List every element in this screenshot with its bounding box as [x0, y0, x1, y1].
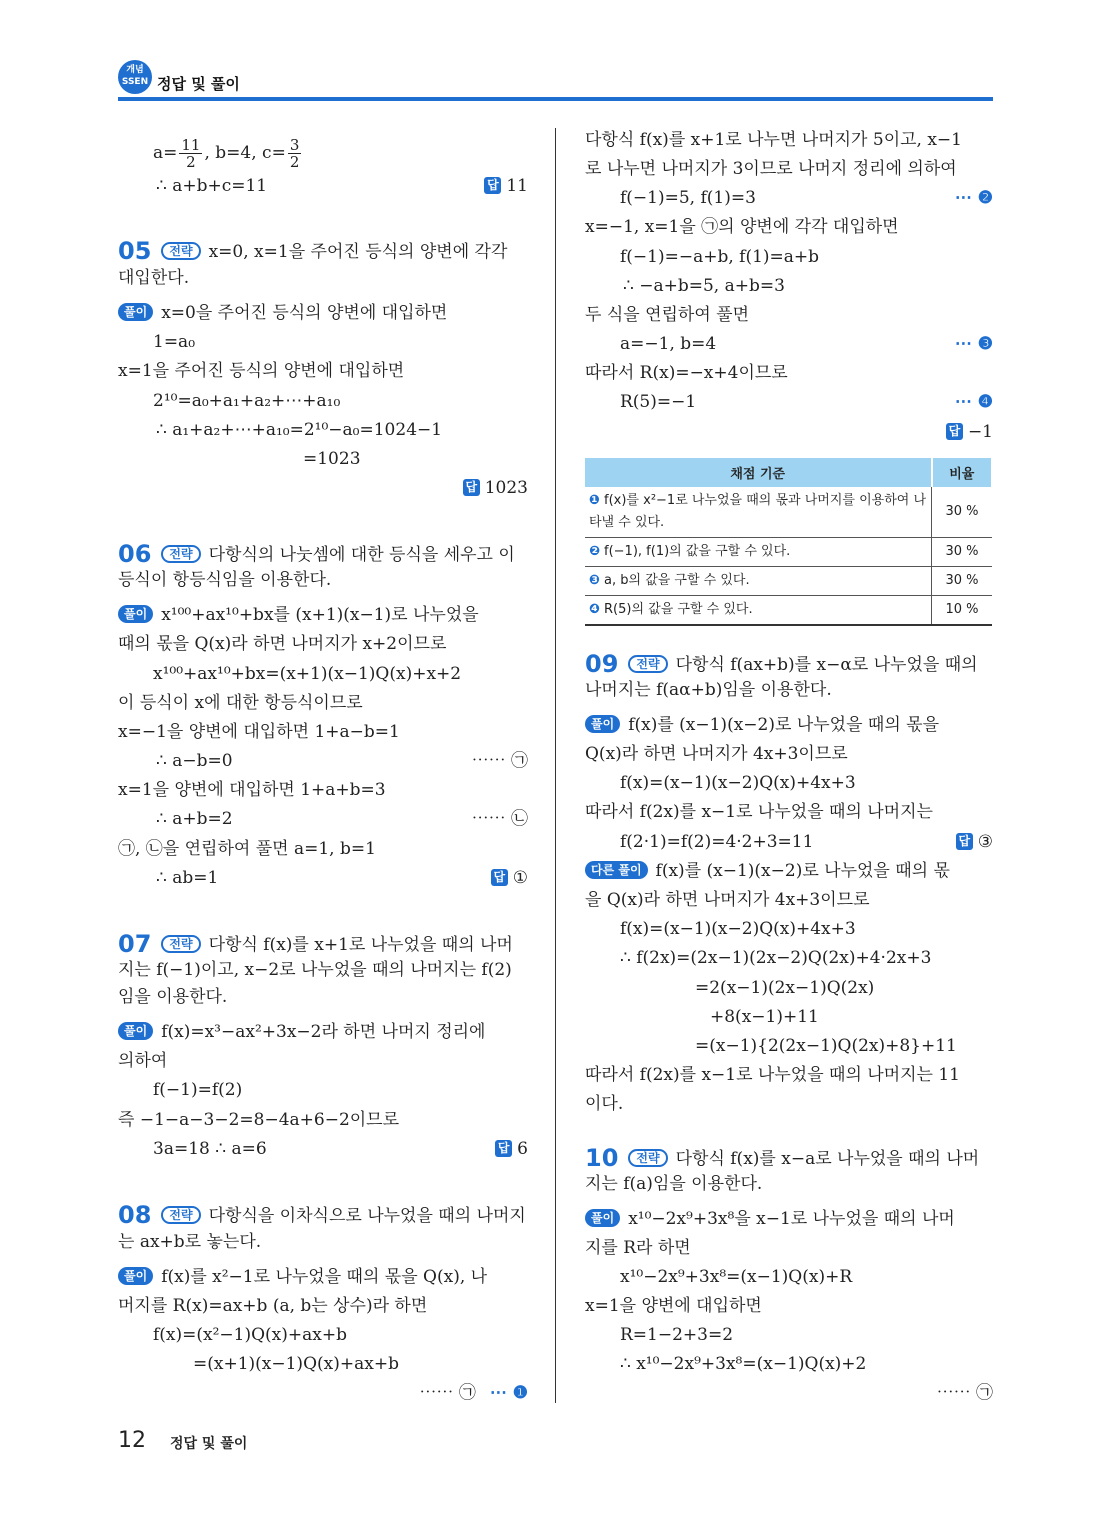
- line-text: 머지를 R(x)=ax+b (a, b는 상수)라 하면: [118, 1296, 428, 1316]
- text-line: [585, 127, 993, 153]
- text-line: [153, 1136, 528, 1162]
- line-annotation: [937, 1380, 993, 1406]
- text-line: [118, 602, 528, 628]
- line-annotation: [419, 1380, 528, 1406]
- line-text: 다항식 f(x)를 x−a로 나누었을 때의 나머: [675, 1149, 980, 1169]
- text-line: [118, 1201, 528, 1227]
- line-text: 다항식을 이차식으로 나누었을 때의 나머지: [208, 1206, 526, 1226]
- line-text: ∴ a₁+a₂+⋯+a₁₀=2¹⁰−a₀=1024−1: [156, 420, 443, 440]
- text-line: [118, 237, 528, 263]
- line-text: =(x−1){2(2x−1)Q(2x)+8}+11: [695, 1036, 957, 1056]
- step-number-icon: ❶: [589, 493, 601, 508]
- text-line: [118, 631, 528, 657]
- ratio-header: 비율: [932, 458, 993, 487]
- line-text: 을 Q(x)라 하면 나머지가 4x+3이므로: [585, 890, 870, 910]
- problem-number: 06: [118, 540, 152, 568]
- text-line: [620, 185, 993, 211]
- step-number-icon: ❸: [589, 573, 601, 588]
- line-annotation: [472, 806, 528, 832]
- step-number-icon: ❷: [589, 544, 601, 559]
- line-text: 임을 이용한다.: [118, 987, 228, 1007]
- criteria-text: [585, 567, 932, 596]
- text-line: [118, 265, 528, 291]
- text-line: [695, 1033, 993, 1059]
- line-text: =(x+1)(x−1)Q(x)+ax+b: [193, 1354, 399, 1374]
- line-text: 즉 −1−a−3−2=8−4a+6−2이므로: [118, 1110, 400, 1130]
- solution-badge: 풀이: [585, 1209, 620, 1227]
- line-text: f(−1)=−a+b, f(1)=a+b: [620, 247, 820, 267]
- text-line: [623, 273, 993, 299]
- solution-badge: 풀이: [585, 715, 620, 733]
- line-annotation: [484, 173, 528, 199]
- text-line: [585, 650, 993, 676]
- text-line: [153, 136, 528, 171]
- line-annotation: [946, 419, 993, 445]
- text-line: [118, 777, 528, 803]
- answer-icon: 답: [463, 479, 480, 496]
- line-text: ∴ f(2x)=(2x−1)(2x−2)Q(2x)+4·2x+3: [620, 948, 932, 968]
- line-text: 다항식 f(ax+b)를 x−α로 나누었을 때의: [675, 655, 978, 675]
- text-line: [118, 1264, 528, 1290]
- text-line: [153, 1322, 528, 1348]
- criteria-row: [585, 487, 992, 538]
- strategy-badge: 전략: [161, 545, 200, 563]
- line-annotation: [956, 829, 993, 855]
- text-line: [620, 770, 993, 796]
- line-text: f(−1)=5, f(1)=3: [620, 188, 756, 208]
- criteria-ratio: 30 %: [932, 487, 993, 538]
- criteria-text: [585, 538, 932, 567]
- line-text: x¹⁰−2x⁹+3x⁸을 x−1로 나누었을 때의 나머: [628, 1209, 955, 1229]
- fraction: [179, 137, 202, 170]
- math-text: , b=4, c=: [204, 143, 286, 163]
- line-text: x=1을 주어진 등식의 양변에 대입하면: [118, 361, 405, 381]
- line-annotation: [941, 331, 993, 357]
- text-line: [118, 1019, 528, 1045]
- text-line: [118, 540, 528, 566]
- equation-marker: ⋯⋯ ㉠: [419, 1383, 476, 1403]
- text-line: [118, 930, 528, 956]
- text-line: [153, 661, 528, 687]
- text-line: [153, 1077, 528, 1103]
- text-line: [585, 419, 993, 445]
- line-text: x=1을 양변에 대입하면 1+a+b=3: [118, 780, 386, 800]
- line-text: 이 등식이 x에 대한 항등식이므로: [118, 693, 363, 713]
- text-line: [118, 358, 528, 384]
- alt-solution-badge: 다른 풀이: [585, 861, 648, 879]
- text-line: [585, 214, 993, 240]
- header-rule: [118, 97, 993, 101]
- text-line: [118, 1380, 528, 1406]
- ssen-logo: 개념 SSEN: [118, 60, 152, 94]
- line-text: 다항식의 나눗셈에 대한 등식을 세우고 이: [208, 545, 515, 565]
- text-line: [585, 1293, 993, 1319]
- scoring-step-marker: ⋯ ❶: [489, 1383, 528, 1403]
- page-number: 12: [118, 1428, 146, 1453]
- line-text: x¹⁰−2x⁹+3x⁸=(x−1)Q(x)+R: [620, 1267, 853, 1287]
- criteria-ratio: 10 %: [932, 596, 993, 626]
- fraction: [288, 137, 302, 170]
- line-text: 따라서 f(2x)를 x−1로 나누었을 때의 나머지는: [585, 802, 933, 822]
- line-text: f(x)=(x²−1)Q(x)+ax+b: [153, 1325, 347, 1345]
- line-text: a=−1, b=4: [620, 334, 717, 354]
- line-text: R=1−2+3=2: [620, 1325, 734, 1345]
- line-text: ∴ a+b=2: [156, 809, 233, 829]
- denominator: 2: [186, 153, 196, 171]
- problem-number: 05: [118, 237, 152, 265]
- text-line: [585, 741, 993, 767]
- text-line: [118, 300, 528, 326]
- line-text: 다항식 f(x)를 x+1로 나누면 나머지가 5이고, x−1: [585, 130, 962, 150]
- line-text: f(x)=(x−1)(x−2)Q(x)+4x+3: [620, 773, 856, 793]
- text-line: [585, 1144, 993, 1170]
- text-line: [585, 156, 993, 182]
- line-text: ㉠, ㉡을 연립하여 풀면 a=1, b=1: [118, 839, 376, 859]
- answer-value: ①: [512, 868, 528, 888]
- text-line: [118, 957, 528, 983]
- line-text: f(x)를 (x−1)(x−2)로 나누었을 때의 몫을: [628, 715, 939, 735]
- line-annotation: [941, 389, 993, 415]
- line-text: ∴ a−b=0: [156, 751, 233, 771]
- line-text: f(x)를 x²−1로 나누었을 때의 몫을 Q(x), 나: [161, 1267, 488, 1287]
- criteria-ratio: 30 %: [932, 538, 993, 567]
- criteria-row: [585, 538, 992, 567]
- text-line: [620, 945, 993, 971]
- answer-icon: 답: [491, 869, 508, 886]
- text-line: [620, 1322, 993, 1348]
- text-line: [585, 1380, 993, 1406]
- line-text: 는 ax+b로 놓는다.: [118, 1232, 262, 1252]
- text-line: [585, 1171, 993, 1197]
- text-line: [620, 829, 993, 855]
- line-text: 때의 몫을 Q(x)라 하면 나머지가 x+2이므로: [118, 634, 447, 654]
- line-text: =2(x−1)(2x−1)Q(2x): [695, 978, 875, 998]
- text-line: [585, 887, 993, 913]
- text-line: [156, 865, 528, 891]
- scoring-step-marker: ⋯ ❸: [954, 334, 993, 354]
- line-text: x=1을 양변에 대입하면: [585, 1296, 762, 1316]
- criteria-description: a, b의 값을 구할 수 있다.: [604, 573, 750, 588]
- text-line: [156, 173, 528, 199]
- line-text: 다항식 f(x)를 x+1로 나누었을 때의 나머: [208, 935, 513, 955]
- strategy-badge: 전략: [161, 242, 200, 260]
- line-text: x=−1, x=1을 ㉠의 양변에 각각 대입하면: [585, 217, 899, 237]
- text-line: [585, 1206, 993, 1232]
- equation-marker: ⋯⋯ ㉠: [471, 751, 528, 771]
- text-line: [156, 748, 528, 774]
- answer-value: 6: [517, 1139, 528, 1159]
- criteria-ratio: 30 %: [932, 567, 993, 596]
- line-text: 두 식을 연립하여 풀면: [585, 305, 750, 325]
- text-line: [303, 446, 528, 472]
- text-line: [620, 331, 993, 357]
- criteria-description: f(x)를 x²−1로 나누었을 때의 몫과 나머지를 이용하여 나타낼 수 있다.: [589, 493, 927, 530]
- denominator: 2: [289, 153, 300, 171]
- line-text: x¹⁰⁰+ax¹⁰+bx를 (x+1)(x−1)로 나누었을: [161, 605, 479, 625]
- strategy-badge: 전략: [628, 1149, 667, 1167]
- equation-marker: ⋯⋯ ㉠: [936, 1383, 993, 1403]
- text-line: [118, 1229, 528, 1255]
- line-text: f(x)=x³−ax²+3x−2라 하면 나머지 정리에: [161, 1022, 486, 1042]
- line-text: 나머지는 f(aα+b)임을 이용한다.: [585, 680, 832, 700]
- answer-icon: 답: [946, 423, 963, 440]
- equation-marker: ⋯⋯ ㉡: [471, 809, 528, 829]
- line-text: 따라서 f(2x)를 x−1로 나누었을 때의 나머지는 11: [585, 1065, 960, 1085]
- text-line: [118, 1048, 528, 1074]
- line-text: 이다.: [585, 1094, 624, 1114]
- line-text: +8(x−1)+11: [710, 1007, 819, 1027]
- criteria-text: [585, 596, 932, 626]
- line-annotation: [495, 1136, 528, 1162]
- text-line: [585, 1235, 993, 1261]
- header-title: 정답 및 풀이: [157, 75, 240, 93]
- text-line: [585, 360, 993, 386]
- answer-icon: 답: [484, 177, 501, 194]
- line-text: 로 나누면 나머지가 3이므로 나머지 정리에 의하여: [585, 159, 957, 179]
- line-annotation: [491, 865, 528, 891]
- answer-icon: 답: [495, 1140, 512, 1157]
- grading-criteria-table: [585, 458, 993, 626]
- line-text: 등식이 항등식임을 이용한다.: [118, 570, 332, 590]
- criteria-description: f(−1), f(1)의 값을 구할 수 있다.: [604, 544, 791, 559]
- solution-badge: 풀이: [118, 1267, 153, 1285]
- solution-badge: 풀이: [118, 605, 153, 623]
- problem-number: 08: [118, 1201, 152, 1229]
- text-line: [710, 1004, 993, 1030]
- text-line: [620, 389, 993, 415]
- text-line: [585, 1062, 993, 1088]
- text-line: [193, 1351, 528, 1377]
- line-text: f(2·1)=f(2)=4·2+3=11: [620, 832, 814, 852]
- line-text: 2¹⁰=a₀+a₁+a₂+⋯+a₁₀: [153, 391, 341, 411]
- text-line: [585, 858, 993, 884]
- text-line: [156, 806, 528, 832]
- criteria-header: 채점 기준: [585, 458, 932, 487]
- criteria-description: R(5)의 값을 구할 수 있다.: [604, 602, 753, 617]
- text-line: [585, 712, 993, 738]
- criteria-row: [585, 567, 992, 596]
- text-line: [620, 1264, 993, 1290]
- line-annotation: [463, 475, 528, 501]
- scoring-step-marker: ⋯ ❷: [954, 188, 993, 208]
- footer-label: 정답 및 풀이: [170, 1436, 248, 1452]
- text-line: [118, 984, 528, 1010]
- line-text: ∴ a+b+c=11: [156, 176, 268, 196]
- line-text: f(x)를 (x−1)(x−2)로 나누었을 때의 몫: [655, 861, 950, 881]
- line-text: x=0, x=1을 주어진 등식의 양변에 각각: [208, 242, 508, 262]
- line-text: f(−1)=f(2): [153, 1080, 243, 1100]
- text-line: [585, 677, 993, 703]
- text-line: [118, 567, 528, 593]
- math-text: a=: [153, 143, 178, 163]
- answer-value: ③: [977, 832, 993, 852]
- answer-value: −1: [967, 422, 993, 442]
- text-line: [620, 916, 993, 942]
- text-line: [118, 836, 528, 862]
- line-text: R(5)=−1: [620, 392, 697, 412]
- criteria-row: [585, 596, 992, 626]
- text-line: [620, 1351, 993, 1377]
- answer-icon: 답: [956, 833, 973, 850]
- criteria-text: [585, 487, 932, 538]
- numerator: 3: [289, 136, 300, 154]
- line-text: 따라서 R(x)=−x+4이므로: [585, 363, 788, 383]
- line-text: 3a=18 ∴ a=6: [153, 1139, 267, 1159]
- problem-number: 07: [118, 930, 152, 958]
- line-text: ∴ ab=1: [156, 868, 219, 888]
- line-text: 지를 R라 하면: [585, 1238, 691, 1258]
- strategy-badge: 전략: [628, 655, 667, 673]
- step-number-icon: ❹: [589, 602, 601, 617]
- text-line: [620, 244, 993, 270]
- text-line: [153, 329, 528, 355]
- line-text: 1=a₀: [153, 332, 196, 352]
- text-line: [118, 1293, 528, 1319]
- solution-badge: 풀이: [118, 1022, 153, 1040]
- line-text: =1023: [303, 449, 361, 469]
- strategy-badge: 전략: [161, 1206, 200, 1224]
- line-text: x¹⁰⁰+ax¹⁰+bx=(x+1)(x−1)Q(x)+x+2: [153, 664, 462, 684]
- text-line: [695, 975, 993, 1001]
- line-annotation: [472, 748, 528, 774]
- answer-value: 11: [506, 176, 528, 196]
- line-text: x=0을 주어진 등식의 양변에 대입하면: [161, 303, 448, 323]
- line-text: ∴ x¹⁰−2x⁹+3x⁸=(x−1)Q(x)+2: [620, 1354, 867, 1374]
- problem-number: 10: [585, 1144, 619, 1172]
- line-annotation: [941, 185, 993, 211]
- text-line: [156, 417, 528, 443]
- scoring-step-marker: ⋯ ❹: [954, 392, 993, 412]
- solution-badge: 풀이: [118, 303, 153, 321]
- line-text: f(x)=(x−1)(x−2)Q(x)+4x+3: [620, 919, 856, 939]
- line-text: 지는 f(−1)이고, x−2로 나누었을 때의 나머지는 f(2): [118, 960, 512, 980]
- text-line: [585, 302, 993, 328]
- column-divider: [555, 128, 556, 1403]
- answer-value: 1023: [484, 478, 528, 498]
- text-line: [585, 799, 993, 825]
- line-text: x=−1을 양변에 대입하면 1+a−b=1: [118, 722, 400, 742]
- line-text: Q(x)라 하면 나머지가 4x+3이므로: [585, 744, 848, 764]
- text-line: [118, 1107, 528, 1133]
- numerator: 11: [181, 136, 201, 154]
- line-text: 대입한다.: [118, 268, 190, 288]
- line-text: 의하여: [118, 1051, 168, 1071]
- text-line: [118, 719, 528, 745]
- line-text: 지는 f(a)임을 이용한다.: [585, 1174, 763, 1194]
- text-line: [585, 1091, 993, 1117]
- line-text: ∴ −a+b=5, a+b=3: [623, 276, 785, 296]
- strategy-badge: 전략: [161, 935, 200, 953]
- text-line: [153, 388, 528, 414]
- text-line: [118, 690, 528, 716]
- problem-number: 09: [585, 650, 619, 678]
- text-line: [118, 475, 528, 501]
